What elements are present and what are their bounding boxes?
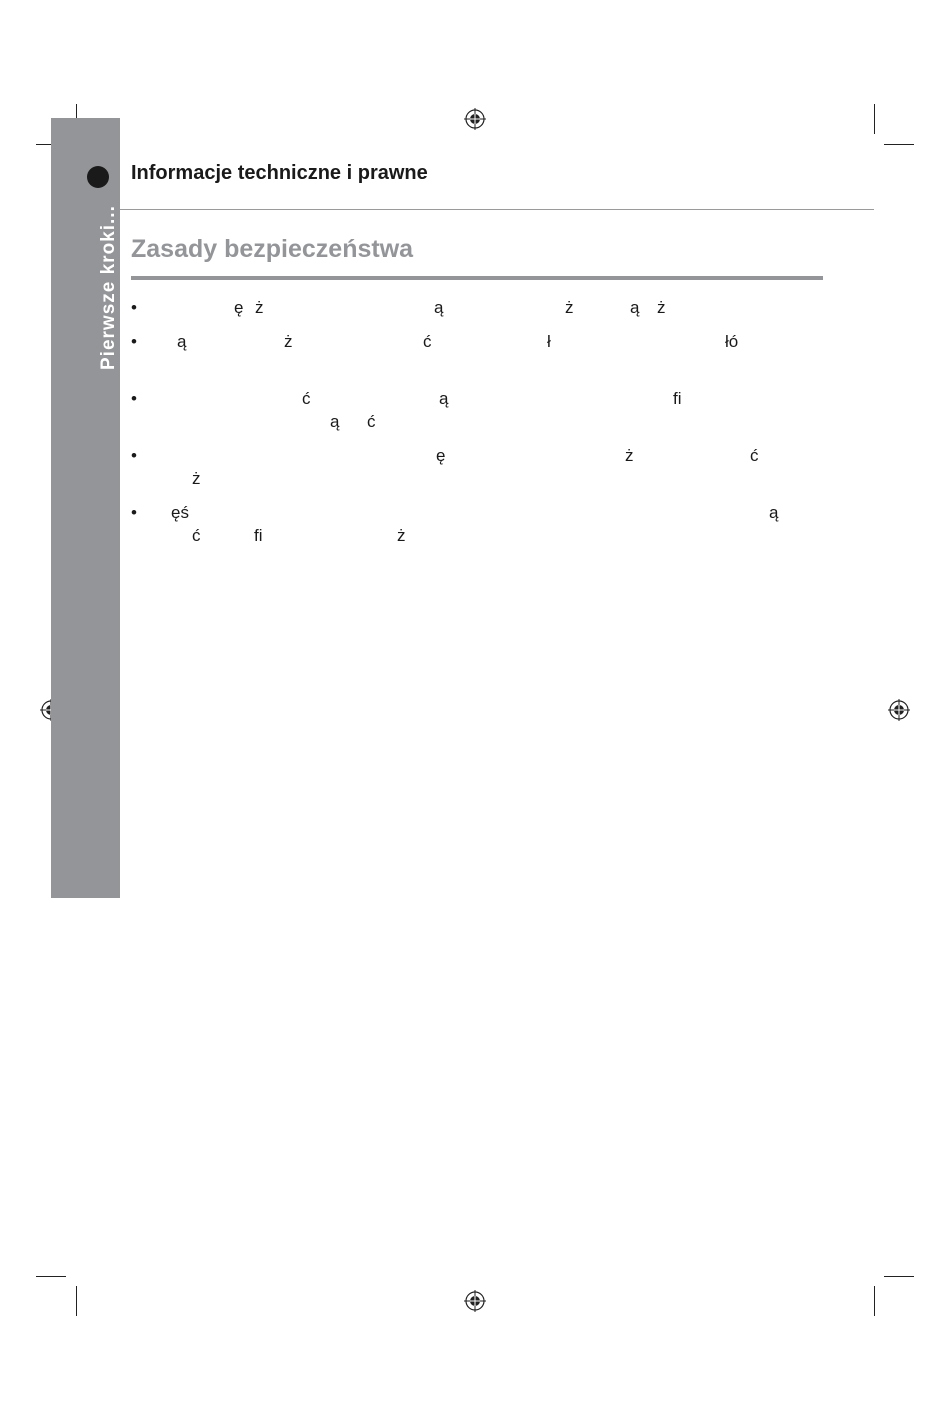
bullet-text-fragment: ż (255, 298, 264, 317)
bullet-marker: • (131, 503, 137, 522)
bullet-text-fragment: ą (769, 503, 779, 522)
bullet-text-fragment: ć (192, 526, 201, 545)
sidebar-dot (87, 166, 109, 188)
list-item (131, 444, 831, 490)
registration-mark-icon (464, 108, 486, 130)
bullet-text-fragment: ęś (171, 503, 189, 522)
safety-bullet-list (131, 296, 831, 558)
bullet-text-fragment: ż (284, 332, 293, 351)
crop-mark (874, 1286, 875, 1316)
crop-mark (76, 1286, 77, 1316)
bullet-text-fragment: ż (192, 469, 201, 488)
bullet-text-fragment: łó (725, 332, 739, 351)
bullet-text-fragment: ż (657, 298, 666, 317)
crop-mark (874, 104, 875, 134)
section-divider (131, 276, 823, 280)
crop-mark (36, 1276, 66, 1277)
bullet-text-fragment: ę (234, 298, 244, 317)
bullet-text-fragment: ą (439, 389, 449, 408)
list-item (131, 387, 831, 433)
bullet-text-fragment: ę (436, 446, 446, 465)
bullet-text-fragment: fi (254, 526, 263, 545)
bullet-text-fragment: ć (423, 332, 432, 351)
crop-mark (884, 144, 914, 145)
bullet-text-fragment: ą (330, 412, 340, 431)
bullet-marker: • (131, 446, 137, 465)
registration-mark-icon (888, 699, 910, 721)
bullet-text-fragment: fi (673, 389, 682, 408)
bullet-marker: • (131, 389, 137, 408)
bullet-text-fragment: ą (177, 332, 187, 351)
page-title: Informacje techniczne i prawne (131, 162, 428, 184)
bullet-text-fragment: ż (397, 526, 406, 545)
bullet-text-fragment: ą (434, 298, 444, 317)
sidebar-label: Pierwsze kroki... (98, 205, 119, 370)
bullet-text-fragment: ą (630, 298, 640, 317)
bullet-text-fragment: ć (302, 389, 311, 408)
list-item (131, 330, 831, 353)
list-item (131, 296, 831, 319)
bullet-text-fragment: ć (367, 412, 376, 431)
bullet-marker: • (131, 332, 137, 351)
crop-mark (884, 1276, 914, 1277)
section-title: Zasady bezpieczeństwa (131, 235, 414, 263)
bullet-text-fragment: ć (750, 446, 759, 465)
bullet-text-fragment: ż (565, 298, 574, 317)
list-item (131, 501, 831, 547)
bullet-text-fragment: ż (625, 446, 634, 465)
bullet-text-fragment: ł (547, 332, 551, 351)
bullet-marker: • (131, 298, 137, 317)
header-divider (120, 209, 874, 210)
registration-mark-icon (464, 1290, 486, 1312)
